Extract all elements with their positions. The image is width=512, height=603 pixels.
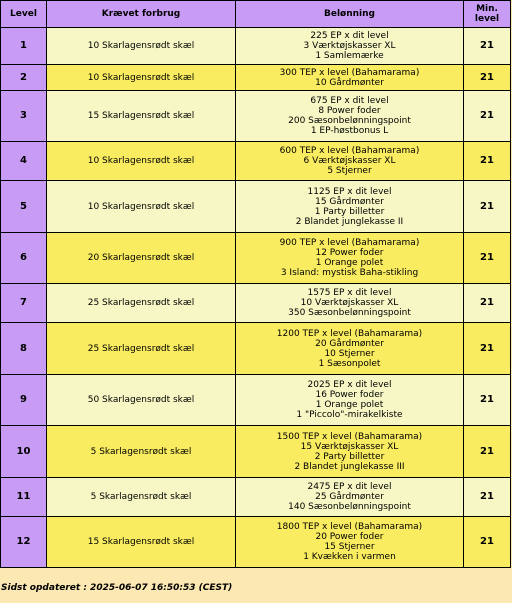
cost-cell: 15 Skarlagensrødt skæl xyxy=(47,517,236,568)
reward-line: 25 Gårdmønter xyxy=(315,492,384,502)
reward-line: 1 Sæsonpolet xyxy=(318,358,381,369)
reward-cell xyxy=(236,91,464,142)
reward-line: 1500 TEP x level (Bahamarama) xyxy=(276,431,423,442)
table-row xyxy=(1,517,511,568)
table-row xyxy=(1,65,511,91)
reward-line: 2025 EP x dit level xyxy=(307,380,392,390)
table-row xyxy=(1,284,511,323)
reward-line: 225 EP x dit level xyxy=(310,31,389,41)
level-cell: 1 xyxy=(1,28,47,65)
reward-line: 1575 EP x dit level xyxy=(307,288,392,298)
table-row xyxy=(1,181,511,233)
min-level-cell: 21 xyxy=(464,426,511,478)
level-cell: 5 xyxy=(1,181,47,233)
table-row xyxy=(1,323,511,375)
reward-line: 1800 TEP x level (Bahamarama) xyxy=(276,522,423,532)
reward-line: 1 Kvækken i varmen xyxy=(303,552,396,562)
min-level-cell: 21 xyxy=(464,323,511,375)
cost-cell: 10 Skarlagensrødt skæl xyxy=(47,142,236,181)
reward-line: 1 EP-høstbonus L xyxy=(310,126,389,136)
reward-cell xyxy=(236,517,464,568)
level-cell: 6 xyxy=(1,233,47,284)
table-row xyxy=(1,426,511,478)
reward-line: 10 Værktøjskasser XL xyxy=(300,298,399,308)
reward-line: 3 Værktøjskasser XL xyxy=(303,41,396,51)
min-level-cell: 21 xyxy=(464,284,511,323)
cost-cell: 25 Skarlagensrødt skæl xyxy=(47,284,236,323)
reward-line: 1200 TEP x level (Bahamarama) xyxy=(276,328,423,339)
level-cell: 11 xyxy=(1,478,47,517)
reward-line: 1 Samlemærke xyxy=(315,51,384,61)
reward-line: 1 Party billetter xyxy=(314,206,385,217)
min-level-cell: 21 xyxy=(464,517,511,568)
reward-line: 10 Stjerner xyxy=(324,348,375,359)
reward-line: 600 TEP x level (Bahamarama) xyxy=(279,146,420,156)
reward-line: 2 Blandet junglekasse III xyxy=(294,461,405,472)
reward-line: 300 TEP x level (Bahamarama) xyxy=(279,67,420,78)
cost-cell: 5 Skarlagensrødt skæl xyxy=(47,478,236,517)
reward-line: 6 Værktøjskasser XL xyxy=(303,156,396,166)
cost-cell: 50 Skarlagensrødt skæl xyxy=(47,375,236,426)
reward-line: 1 Orange polet xyxy=(315,258,384,268)
reward-cell xyxy=(236,181,464,233)
table-row xyxy=(1,28,511,65)
reward-line: 140 Sæsonbelønningspoint xyxy=(288,502,411,512)
reward-line: 15 Stjerner xyxy=(324,542,375,552)
level-cell: 7 xyxy=(1,284,47,323)
cost-cell: 10 Skarlagensrødt skæl xyxy=(47,65,236,91)
header-cost: Krævet forbrug xyxy=(47,1,236,28)
reward-cell xyxy=(236,65,464,91)
reward-line: 2475 EP x dit level xyxy=(307,482,392,492)
reward-cell xyxy=(236,478,464,517)
reward-line: 20 Power foder xyxy=(315,532,384,542)
min-level-cell: 21 xyxy=(464,65,511,91)
min-level-cell: 21 xyxy=(464,142,511,181)
reward-line: 675 EP x dit level xyxy=(310,96,389,106)
table-row xyxy=(1,142,511,181)
reward-line: 2 Blandet junglekasse II xyxy=(295,216,404,227)
cost-cell: 15 Skarlagensrødt skæl xyxy=(47,91,236,142)
reward-line: 1125 EP x dit level xyxy=(307,186,392,197)
reward-line: 2 Party billetter xyxy=(314,451,385,462)
reward-cell xyxy=(236,142,464,181)
cost-cell: 20 Skarlagensrødt skæl xyxy=(47,233,236,284)
table-row xyxy=(1,91,511,142)
reward-cell xyxy=(236,323,464,375)
header-level: Level xyxy=(1,1,47,28)
header-row xyxy=(1,1,511,28)
reward-cell xyxy=(236,28,464,65)
last-updated: Sidst opdateret : 2025-06-07 16:50:53 (CEST) xyxy=(1,583,233,593)
reward-line: 16 Power foder xyxy=(315,390,384,400)
header-min-level-text: Min. level xyxy=(474,4,500,24)
level-cell: 3 xyxy=(1,91,47,142)
level-cell: 2 xyxy=(1,65,47,91)
reward-cell xyxy=(236,284,464,323)
reward-line: 200 Sæsonbelønningspoint xyxy=(288,116,411,126)
level-cell: 12 xyxy=(1,517,47,568)
reward-line: 5 Stjerner xyxy=(327,166,372,176)
reward-cell xyxy=(236,426,464,478)
min-level-cell: 21 xyxy=(464,375,511,426)
reward-line: 8 Power foder xyxy=(318,106,381,116)
min-level-cell: 21 xyxy=(464,91,511,142)
level-cell: 8 xyxy=(1,323,47,375)
reward-cell xyxy=(236,233,464,284)
reward-line: 1 "Piccolo"-mirakelkiste xyxy=(296,410,403,420)
header-min-level xyxy=(464,1,511,28)
cost-cell: 10 Skarlagensrødt skæl xyxy=(47,181,236,233)
table-row xyxy=(1,478,511,517)
table-row xyxy=(1,375,511,426)
level-cell: 10 xyxy=(1,426,47,478)
cost-cell: 25 Skarlagensrødt skæl xyxy=(47,323,236,375)
reward-line: 15 Gårdmønter xyxy=(315,196,384,207)
header-reward: Belønning xyxy=(236,1,464,28)
min-level-cell: 21 xyxy=(464,478,511,517)
cost-cell: 5 Skarlagensrødt skæl xyxy=(47,426,236,478)
cost-cell: 10 Skarlagensrødt skæl xyxy=(47,28,236,65)
min-level-cell: 21 xyxy=(464,233,511,284)
reward-line: 12 Power foder xyxy=(315,248,384,258)
table-row xyxy=(1,233,511,284)
min-level-cell: 21 xyxy=(464,28,511,65)
level-cell: 4 xyxy=(1,142,47,181)
min-level-cell: 21 xyxy=(464,181,511,233)
reward-line: 20 Gårdmønter xyxy=(315,338,384,349)
reward-line: 10 Gårdmønter xyxy=(315,77,384,88)
reward-cell xyxy=(236,375,464,426)
reward-line: 15 Værktøjskasser XL xyxy=(300,441,399,452)
reward-line: 900 TEP x level (Bahamarama) xyxy=(279,238,420,248)
reward-line: 1 Orange polet xyxy=(315,400,384,410)
reward-line: 3 Island: mystisk Baha-stikling xyxy=(280,268,419,278)
level-cell: 9 xyxy=(1,375,47,426)
reward-line: 350 Sæsonbelønningspoint xyxy=(288,308,411,318)
